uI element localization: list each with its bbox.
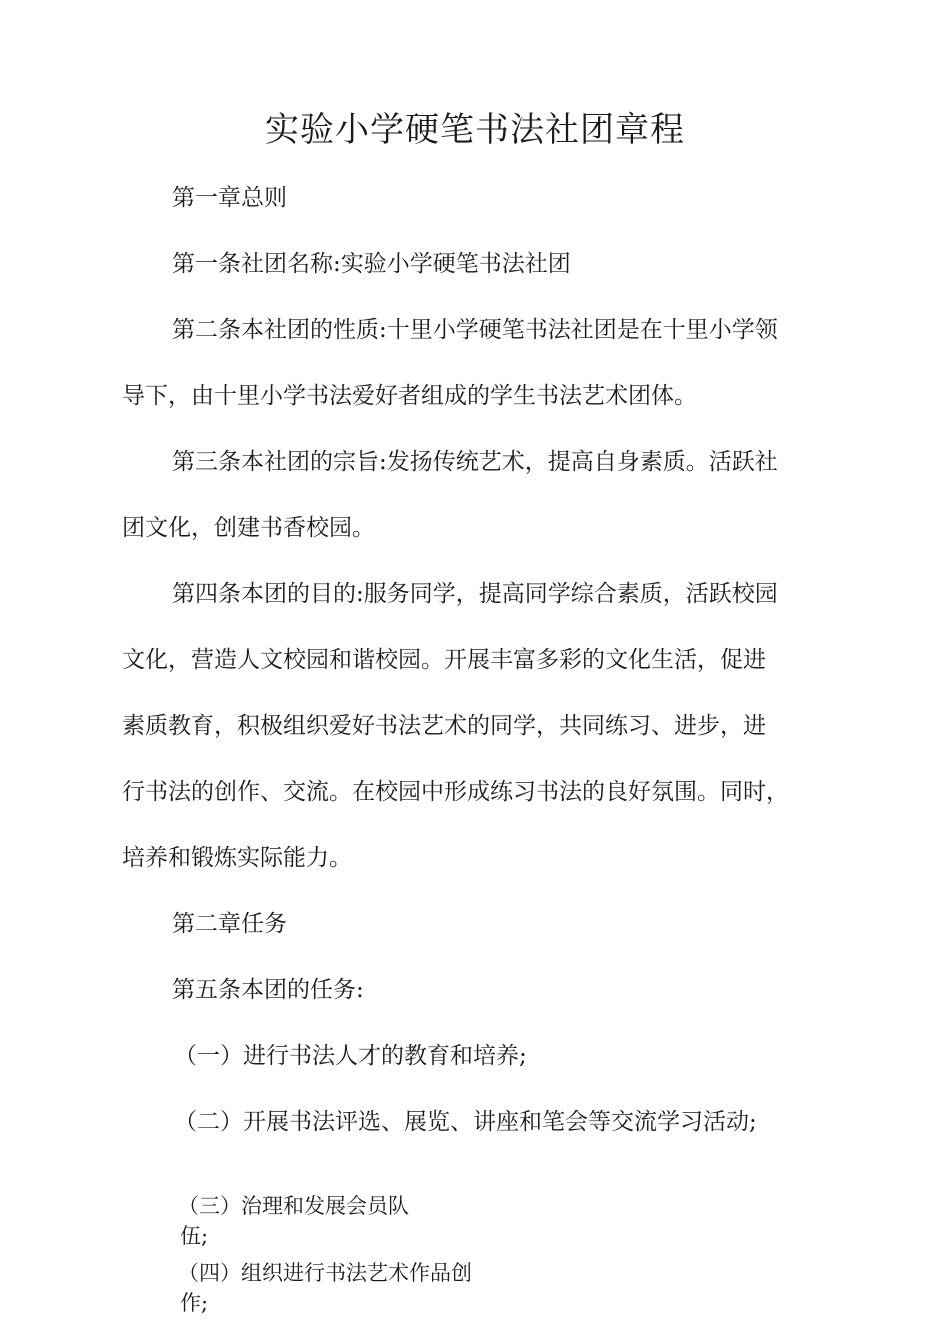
chapter-heading-2: 第二章任务	[172, 911, 287, 937]
article-2-line-2: 导下，由十里小学书法爱好者组成的学生书法艺术团体。	[122, 383, 697, 409]
task-item-3-line-1: （三）治理和发展会员队	[178, 1194, 409, 1218]
task-item-1: （一）进行书法人才的教育和培养;	[174, 1043, 527, 1069]
article-4-line-5: 培养和锻炼实际能力。	[122, 845, 352, 871]
article-1: 第一条社团名称:实验小学硬笔书法社团	[172, 251, 571, 277]
article-4-line-3: 素质教育，积极组织爱好书法艺术的同学，共同练习、进步，进	[122, 713, 766, 739]
task-item-4-line-1: （四）组织进行书法艺术作品创	[178, 1261, 472, 1285]
task-item-4-line-2: 作;	[180, 1291, 209, 1315]
chapter-heading-1: 第一章总则	[172, 185, 287, 211]
article-3-line-2: 团文化，创建书香校园。	[122, 515, 375, 541]
article-4-line-1: 第四条本团的目的:服务同学，提高同学综合素质，活跃校园	[172, 581, 778, 607]
task-item-3-line-2: 伍;	[180, 1224, 209, 1248]
article-4-line-2: 文化，营造人文校园和谐校园。开展丰富多彩的文化生活，促进	[122, 647, 766, 673]
article-2-line-1: 第二条本社团的性质:十里小学硬笔书法社团是在十里小学领	[172, 317, 778, 343]
document-title: 实验小学硬笔书法社团章程	[265, 110, 685, 150]
article-3-line-1: 第三条本社团的宗旨:发扬传统艺术，提高自身素质。活跃社	[172, 449, 778, 475]
article-4-line-4: 行书法的创作、交流。在校园中形成练习书法的良好氛围。同时，	[122, 779, 789, 805]
task-item-2: （二）开展书法评选、展览、讲座和笔会等交流学习活动;	[174, 1109, 757, 1135]
article-5: 第五条本团的任务:	[172, 977, 364, 1003]
